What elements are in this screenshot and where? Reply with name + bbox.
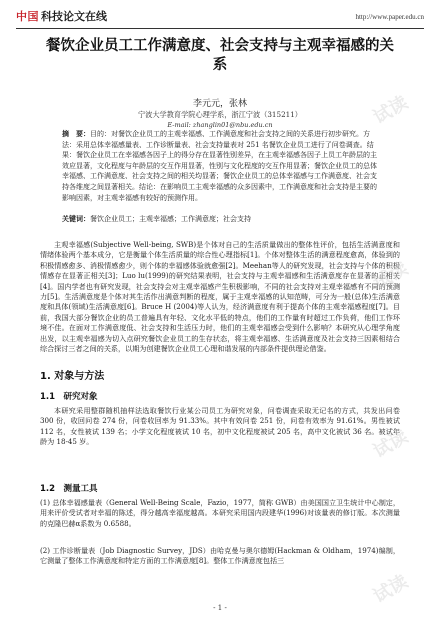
- abstract-text: 目的：对餐饮企业员工的主观幸福感、工作满意度和社会支持之间的关系进行初步研究。方法：采用总体幸福感量表、工作诊断量表、社会支持量表对 251 名餐饮企业员工进行了问卷调查。结果：餐饮企业员工在幸福感各因子上的得分存在显著性别差异，在主观幸福感各因子上员工年龄层的主效应显著，文化程度与年龄层的交互作用显著，性别与文化程度的交互作用显著；餐饮企业员工的总体幸福感、工作满意度、社会支持之间的相关均显著；餐饮企业员工的总体幸福感与工作满意度、社会支持各维度之间显著相关。结论：在影响员工主观幸福感的众多因素中，工作满意度和社会支持是主要的影响因素，对主观幸福感有较好的预测作用。: [62, 130, 377, 202]
- watermark: 试读: [369, 426, 412, 463]
- abstract: [62, 129, 378, 203]
- keywords-text: 餐饮企业员工；主观幸福感；工作满意度；社会支持: [90, 215, 251, 223]
- page-header: [16, 6, 424, 28]
- subsection-heading-1-1: 1.1 研究对象: [40, 392, 98, 402]
- subsection-heading-1-2: 1.2 测量工具: [40, 484, 98, 494]
- header-rule: [16, 28, 424, 29]
- section-heading-1: 1. 对象与方法: [40, 371, 105, 382]
- author-email[interactable]: E-mail: zhanglin01@nbu.edu.cn: [167, 121, 273, 129]
- paper-title: 餐饮企业员工工作满意度、社会支持与主观幸福感的关系: [46, 38, 394, 73]
- abstract-label: 摘 要：: [62, 130, 90, 138]
- page-number: - 1 -: [213, 604, 227, 612]
- watermark: 试读: [369, 258, 412, 295]
- tool-paragraph-1: (1) 总体幸福感量表（General Well-Being Scale，Fazio，1977，简称 GWB）由美国国立卫生统计中心制定，用来评价受试者对幸福的陈述，得分越高幸福度越高。本研究采用国内段建华(1996)对该量表的修订版。本次测量的克隆巴赫α系数为 0.6588。: [40, 498, 400, 528]
- watermark: 试读: [369, 92, 412, 129]
- tool-paragraph-2: (2) 工作诊断量表（Job Diagnostic Survey，JDS）由哈克曼与奥尔德姆(Hackman & Oldham，1974)编制，它测量了整体工作满意度和特定方面的工作满意度[8]。整体工作满意度包括三: [40, 546, 400, 566]
- intro-paragraph: 主观幸福感(Subjective Well-being, SWB)是个体对自己的生活质量做出的整体性评价，包括生活满意度和情绪体验两个基本成分，它是衡量个体生活质量的综合性心理指标[1]。个体对整体生活的满意程度愈高，体验到的积极情感愈多、消极情感愈少，则个体的幸福感体验就愈强[2]。Meehan等人的研究发现，社会支持与个体的积极情感存在显著正相关[3]；Luo lu(1999)的研究结果表明，社会支持与主观幸福感和生活满意度存在显著的正相关[4]。国内学者也有研究发现，社会支持会对主观幸福感产生积极影响，不同的社会支持对主观幸福感有不同的预测力[5]。生活满意度是个体对其生活作出满意判断的程度，属于主观幸福感的认知范畴，可分为一般(总体)生活满意度和具体(领域)生活满意度[6]。Bruce H (2004)等人认为，经济满意度有利于提高个体的主观幸福感程度[7]。目前，我国大部分餐饮企业的员工普遍具有年轻、文化水平低的特点，他们的工作量有时超过工作负荷，他们工作环境不佳。在面对工作满意度低、社会支持和生活压力时，他们的主观幸福感会受到什么影响？本研究从心理学角度出发，以主观幸福感为切入点研究餐饮企业员工的生存状态，将主观幸福感、生活满意度及社会支持三因素相结合综合探讨三者之间的关系，以期为创建餐饮企业员工心理和谐发展的内部条件提供理论借鉴。: [40, 240, 400, 354]
- keywords-label: 关键词：: [62, 215, 90, 223]
- logo-text: 科技论文在线: [41, 10, 107, 23]
- paper-authors: 李元元，张林: [192, 99, 247, 109]
- watermark: 试读: [369, 571, 412, 608]
- header-url[interactable]: http://www.paper.edu.cn: [355, 13, 424, 21]
- subjects-paragraph: 本研究采用整群随机抽样法选取餐饮行业某公司员工为研究对象，问卷调查采取无记名的方式，共发出问卷 300 份，收回问卷 274 份，问卷收回率为 91.33%。其中有效问卷 251 份，问卷有效率为 91.61%。男性被试 112 名，女性被试 139 名；小学文化程度被试 10 名，初中文化程度被试 205 名，高中文化被试 36 名。被试年龄为 18-45 岁。: [40, 406, 400, 447]
- journal-logo: [16, 8, 107, 24]
- keywords: [62, 214, 378, 225]
- logo-mark: 中国: [16, 10, 39, 23]
- paper-affiliation: 宁波大学教育学院心理学系，浙江宁波（315211）: [137, 110, 302, 119]
